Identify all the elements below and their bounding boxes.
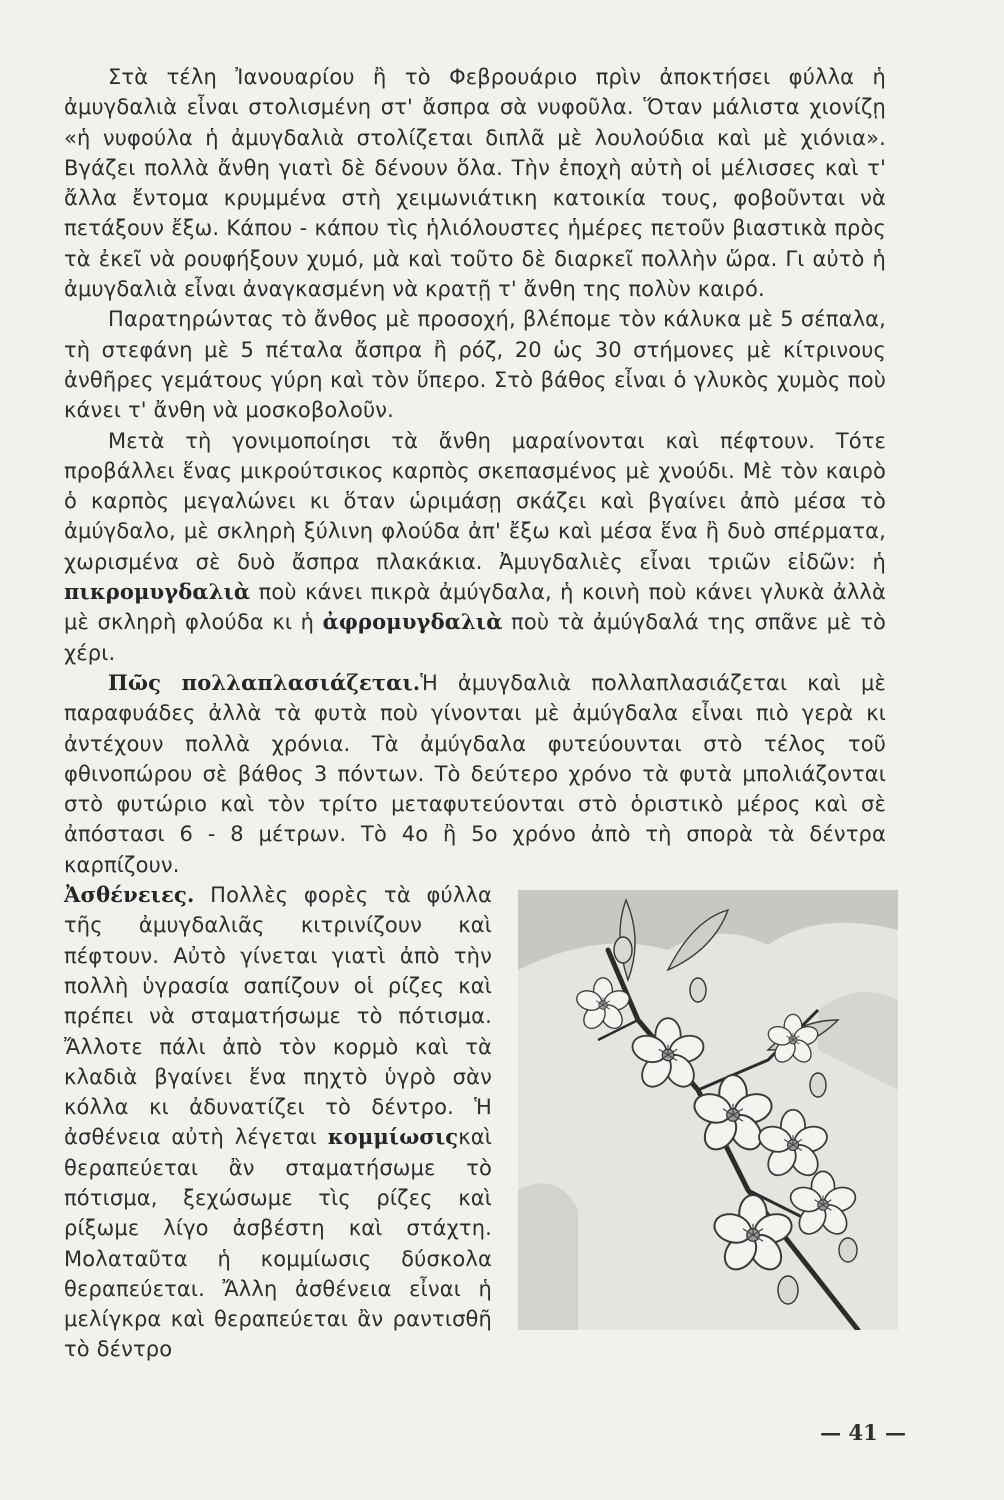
page-number: — 41 — [820, 1420, 906, 1445]
page-body [64, 62, 886, 1365]
term-bitter-almond: πικρομυγδαλιὰ [64, 579, 251, 605]
fruit-text-2: ποὺ κάνει πικρὰ ἀμύγδαλα, ἡ κοινὴ ποὺ κάνει γλυκὰ ἀλλὰ μὲ σκληρὴ φλούδα κι ἡ [64, 580, 886, 635]
paragraph-propagation [64, 668, 886, 880]
heading-propagation: Πῶς πολλαπλασιάζεται. [108, 669, 421, 695]
fruit-text-3: ποὺ τὰ ἀμύγδαλά της σπᾶνε μὲ τὸ χέρι. [64, 610, 886, 665]
paragraph-flower-structure: Παρατηρώντας τὸ ἄνθος μὲ προσοχή, βλέπομε τὸν κάλυκα μὲ 5 σέπαλα, τὴ στεφάνη μὲ 5 πέταλα ἄσπρα ἢ ρόζ, 20 ὡς 30 στήμονες μὲ κίτρινους ἀνθῆρες γεμάτους γύρη καὶ τὸν ὕπερο. Στὸ βάθος εἶναι ὁ γλυκὸς χυμὸς ποὺ κάνει τ' ἄνθη νὰ μοσκοβολοῦν. [64, 307, 886, 423]
paragraph-fruit [64, 426, 886, 668]
diseases-text-2: καὶ θεραπεύεται ἂν σταματήσωμε τὸ πότισμα, ξεχώσωμε τὶς ρίζες καὶ ρίξωμε λίγο ἀσβέστη καὶ στάχτη. Μολαταῦτα ἡ κομμίωσις δύσκολα θεραπεύεται. Ἄλλη ἀσθένεια εἶναι ἡ μελίγκρα καὶ θεραπεύεται ἂν ραντισθῆ τὸ δέντρο [64, 1125, 493, 1362]
fruit-text-1: Μετὰ τὴ γονιμοποίησι τὰ ἄνθη μαραίνονται καὶ πέφτουν. Τότε προβάλλει ἕνας μικρούτσικος καρπὸς σκεπασμένος μὲ χνούδι. Μὲ τὸν καιρὸ ὁ καρπὸς μεγαλώνει κι ὅταν ὡριμάσῃ σκάζει καὶ βγαίνει ἀπὸ μέσα τὸ ἀμύγδαλο, μὲ σκληρὴ ξύλινη φλούδα ἀπ' ἔξω καὶ μέσα ἕνα ἢ δυὸ σπέρματα, χωρισμένα σὲ δυὸ ἄσπρα πλακάκια. Ἀμυγδαλιὲς εἶναι τριῶν εἰδῶν: ἡ [64, 428, 886, 574]
term-soft-almond: ἀφρομυγδαλιὰ [322, 609, 503, 635]
heading-diseases: Ἀσθένειες. [64, 882, 195, 908]
propagation-text: Ἡ ἀμυγδαλιὰ πολλαπλασιάζεται καὶ μὲ παραφυάδες ἀλλὰ τὰ φυτὰ ποὺ γίνονται μὲ ἀμύγδαλα εἶναι πιὸ γερὰ κι ἀντέχουν πολλὰ χρόνια. Τὰ ἀμύγδαλα φυτεύουνται στὸ τέλος τοῦ φθινοπώρου σὲ βάθος 3 πόντων. Τὸ δεύτερο χρόνο τὰ φυτὰ μπολιάζονται στὸ φυτώριο καὶ τὸν τρίτο μεταφυτεύονται στὸ ὁριστικὸ μέρος καὶ σὲ ἀπόστασι 6 - 8 μέτρων. Τὸ 4ο ἢ 5ο χρόνο ἀπὸ τὴ σπορὰ τὰ δέντρα καρπίζουν. [64, 670, 886, 877]
paragraph-bloom: Στὰ τέλη Ἰανουαρίου ἢ τὸ Φεβρουάριο πρὶν ἀποκτήσει φύλλα ἡ ἀμυγδαλιὰ εἶναι στολισμένη στ' ἄσπρα σὰ νυφοῦλα. Ὅταν μάλιστα χιονίζῃ «ἡ νυφούλα ἡ ἀμυγδαλιὰ στολίζεται διπλᾶ μὲ λουλούδια καὶ μὲ χιόνια». Βγάζει πολλὰ ἄνθη γιατὶ δὲ δένουν ὅλα. Τὴν ἐποχὴ αὐτὴ οἱ μέλισσες καὶ τ' ἄλλα ἔντομα κρυμμένα στὴ χειμωνιάτικη κατοικία τους, φοβοῦνται νὰ πετάξουν ἔξω. Κάπου - κάπου τὶς ἡλιόλουστες ἡμέρες πετοῦν βιαστικὰ πρὸς τὰ ἐκεῖ νὰ ρουφήξουν χυμό, μὰ καὶ τοῦτο δὲ διαρκεῖ πολλὴν ὥρα. Γι αὐτὸ ἡ ἀμυγδαλιὰ εἶναι ἀναγκασμένη νὰ κρατῇ τ' ἄνθη της πολὺν καιρό. [64, 65, 886, 302]
almond-blossom-illustration [518, 890, 898, 1330]
term-gummosis: κομμίωσις [327, 1124, 459, 1150]
almond-blossom-drawing [518, 890, 898, 1330]
diseases-text-1: Πολλὲς φορὲς τὰ φύλλα τῆς ἀμυγδαλιᾶς κιτρινίζουν καὶ πέφτουν. Αὐτὸ γίνεται γιατὶ ἀπὸ τὴν πολλὴ ὑγρασία σαπίζουν οἱ ρίζες καὶ πρέπει νὰ σταματήσωμε τὸ πότισμα. Ἄλλοτε πάλι ἀπὸ τὸν κορμὸ καὶ τὰ κλαδιὰ βγαίνει ἕνα πηχτὸ ὑγρὸ σὰν κόλλα κι ἀδυνατίζει τὸ δέντρο. Ἡ ἀσθένεια αὐτὴ λέγεται [64, 883, 492, 1150]
